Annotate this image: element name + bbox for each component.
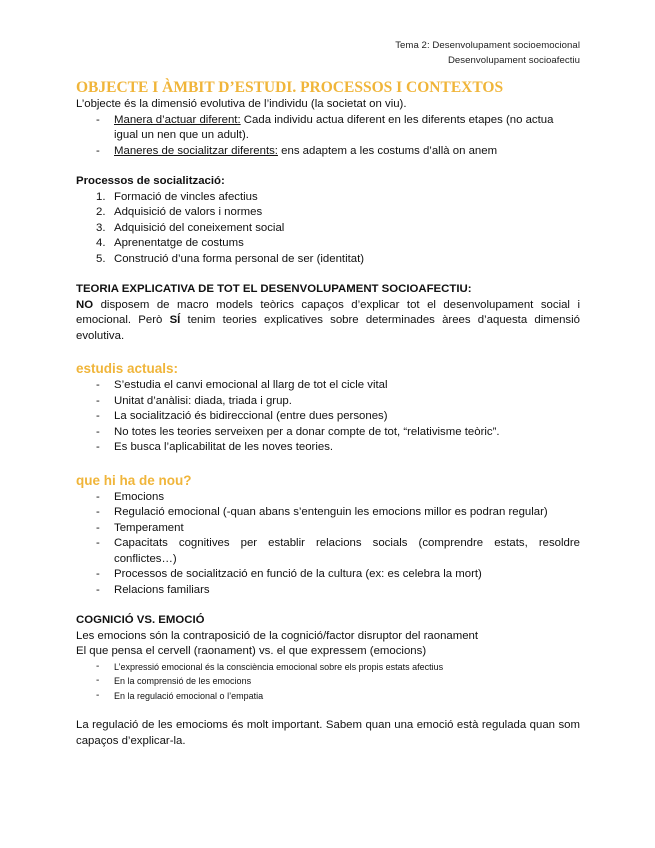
item-text: Regulació emocional (-quan abans s’entenguin les emocions millor es podran regular): [114, 506, 548, 518]
item-text: Construció d’una forma personal de ser (identitat): [114, 252, 365, 265]
list-item: [76, 425, 580, 441]
number-marker: 5.: [96, 252, 106, 265]
list-item: [76, 190, 580, 206]
dash-marker: -: [96, 490, 100, 503]
header-topic: Tema 2: Desenvolupament socioemocional: [395, 40, 580, 51]
list-item: [76, 505, 580, 521]
dash-marker: -: [96, 583, 100, 596]
cognition-list: [76, 660, 580, 704]
item-text: Relacions familiars: [114, 583, 210, 596]
list-item: [76, 378, 580, 394]
dash-marker: -: [96, 537, 100, 549]
dash-marker: -: [96, 521, 100, 534]
item-text: L’expressió emocional és la consciència emocional sobre els propis estats afectius: [114, 661, 444, 672]
document-page: [76, 38, 580, 749]
header-subtopic: Desenvolupament socioafectiu: [447, 55, 580, 66]
theory-text-1: disposem de macro models teòrics capaços d’explicar tot el desenvolupament social i emocional. Però: [76, 298, 580, 326]
list-item: [76, 221, 580, 237]
list-item: [76, 236, 580, 252]
processes-list: [76, 190, 580, 268]
list-item: [76, 536, 580, 567]
current-list: [76, 378, 580, 456]
item-text: ens adaptem a les costums d’allà on anem: [277, 144, 498, 157]
new-list: [76, 490, 580, 599]
list-item: [76, 490, 580, 506]
item-text: En la comprensió de les emocions: [114, 676, 252, 686]
list-item: [76, 583, 580, 599]
number-marker: 1.: [96, 190, 106, 203]
list-item: [76, 440, 580, 456]
item-text: En la regulació emocional o l’empatia: [114, 690, 264, 701]
dash-marker: -: [96, 379, 100, 391]
theory-si: SÍ: [169, 314, 181, 326]
theory-paragraph: [76, 298, 580, 345]
theory-heading: TEORIA EXPLICATIVA DE TOT EL DESENVOLUPAMENT SOCIOAFECTIU:: [76, 283, 472, 295]
item-text: Aprenentatge de costums: [114, 237, 244, 249]
page-header: [76, 38, 580, 68]
item-text: No totes les teories serveixen per a donar compte de tot, “relativisme teòric”.: [114, 425, 500, 438]
item-text: Temperament: [114, 521, 184, 534]
dash-marker: -: [96, 660, 100, 672]
list-item: [76, 521, 580, 537]
item-text: Adquisició del coneixement social: [114, 221, 285, 234]
item-term: Maneres de socialitzar diferents:: [114, 144, 278, 157]
object-list: [76, 113, 580, 160]
section-title-object: OBJECTE I ÀMBIT D’ESTUDI. PROCESSOS I CONTEXTOS: [76, 79, 504, 96]
item-text: Unitat d’anàlisi: diada, triada i grup.: [114, 394, 292, 407]
item-text: Capacitats cognitives per establir relacions socials (comprendre estats, resoldre conflictes…): [114, 537, 580, 565]
item-text: S’estudia el canvi emocional al llarg de tot el cicle vital: [114, 379, 388, 391]
dash-marker: -: [96, 425, 100, 438]
item-text: La socialització és bidireccional (entre dues persones): [114, 410, 388, 422]
dash-marker: -: [96, 689, 100, 701]
dash-marker: -: [96, 394, 100, 407]
list-item: [76, 205, 580, 221]
item-text: Adquisició de valors i normes: [114, 206, 263, 218]
dash-marker: -: [96, 441, 100, 453]
item-text: Emocions: [114, 490, 165, 503]
cognition-line-2: El que pensa el cervell (raonament) vs. el que expressem (emocions): [76, 645, 427, 657]
item-term: Manera d’actuar diferent:: [114, 113, 241, 126]
list-item: [76, 252, 580, 268]
list-item: [76, 660, 580, 675]
dash-marker: -: [96, 410, 100, 422]
list-item: [76, 409, 580, 425]
list-item: [76, 689, 580, 704]
section-title-new: que hi ha de nou?: [76, 472, 192, 488]
item-text: Formació de vincles afectius: [114, 190, 258, 203]
dash-marker: -: [96, 113, 100, 126]
list-item: [76, 394, 580, 410]
dash-marker: -: [96, 675, 100, 686]
dash-marker: -: [96, 506, 100, 518]
list-item: [76, 567, 580, 583]
number-marker: 2.: [96, 206, 106, 218]
dash-marker: -: [96, 568, 100, 580]
item-text: Processos de socialització en funció de la cultura (ex: es celebra la mort): [114, 568, 482, 580]
object-intro: L’objecte és la dimensió evolutiva de l’individu (la societat on viu).: [76, 98, 407, 110]
number-marker: 3.: [96, 221, 106, 234]
cognition-line-1: Les emocions són la contraposició de la cognició/factor disruptor del raonament: [76, 629, 479, 642]
item-text: Cada individu actua diferent en les diferents etapes (no actua igual un nen que un adult).: [114, 113, 554, 141]
processes-heading: Processos de socialització:: [76, 175, 225, 187]
cognition-closing: La regulació de les emocioms és molt important. Sabem quan una emoció està regulada quan som capaços d’explicar-la.: [76, 719, 580, 747]
number-marker: 4.: [96, 237, 106, 249]
section-title-current: estudis actuals:: [76, 361, 179, 376]
item-text: Es busca l’aplicabilitat de les noves teories.: [114, 441, 334, 453]
theory-text-2: tenim teories explicatives sobre determinades àrees d’aquesta dimensió evolutiva.: [76, 314, 580, 342]
dash-marker: -: [96, 144, 100, 157]
list-item: [76, 144, 580, 160]
list-item: [76, 674, 580, 689]
cognition-heading: COGNICIÓ VS. EMOCIÓ: [76, 614, 205, 626]
list-item: [76, 113, 580, 144]
theory-no: NO: [76, 298, 94, 311]
